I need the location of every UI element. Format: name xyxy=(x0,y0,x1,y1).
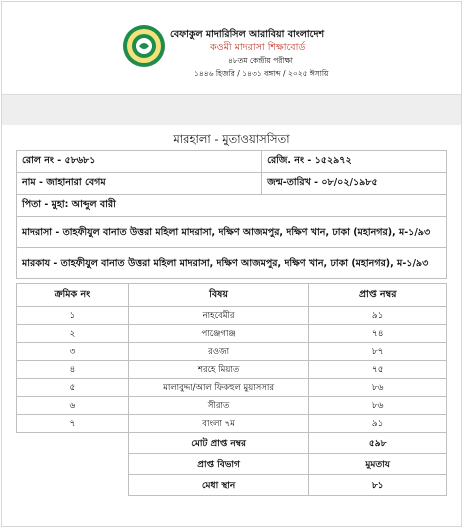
madrasa-name: মাদরাসা - তাহফীযুল বানাত উত্তরা মহিলা মাদরাসা, দক্ষিণ আজমপুর, দক্ষিণ খান, ঢাকা (মহানগর), ম-১/৯৩ xyxy=(17,217,447,248)
subject-cell: সীরাত xyxy=(128,397,309,415)
division-row xyxy=(17,454,447,475)
marks-cell: ৯১ xyxy=(309,307,447,325)
marks-cell: ৭৫ xyxy=(309,361,447,379)
board-header xyxy=(2,2,461,94)
student-info-table xyxy=(16,150,447,279)
father-name: পিতা - মুহা: আব্দুল বারী xyxy=(17,195,447,217)
marks-cell: ৭৪ xyxy=(309,325,447,343)
merit-position-label: মেধা স্থান xyxy=(128,475,309,496)
merit-position-row xyxy=(17,475,447,496)
header-serial: ক্রমিক নং xyxy=(17,284,129,307)
header-subject: বিষয় xyxy=(128,284,309,307)
table-row xyxy=(17,397,447,415)
serial-cell: ৫ xyxy=(17,379,129,397)
table-row xyxy=(17,343,447,361)
division-label: প্রাপ্ত বিভাগ xyxy=(128,454,309,475)
roll-number: রোল নং - ৫৮৬৮১ xyxy=(17,151,262,173)
board-subtitle: কওমী মাদরাসা শিক্ষাবোর্ড xyxy=(210,42,306,53)
serial-cell: ৬ xyxy=(17,397,129,415)
student-name: নাম - জাহানারা বেগম xyxy=(17,173,262,195)
header-divider xyxy=(2,94,461,125)
total-marks-label: মোট প্রাপ্ত নম্বর xyxy=(128,433,309,454)
exam-year: ১৪৪৬ হিজরি / ১৪৩১ বঙ্গাব্দ / ২০২৫ ঈসায়ি xyxy=(194,69,329,78)
serial-cell: ২ xyxy=(17,325,129,343)
exam-name: ৪৮তম কেন্দ্রীয় পরীক্ষা xyxy=(228,56,293,65)
subjects-table xyxy=(16,283,447,496)
subject-cell: মালাবুদ্দা/আল ফিকহুল মুয়াসসার xyxy=(128,379,309,397)
serial-cell: ৭ xyxy=(17,415,129,433)
total-marks-row xyxy=(17,433,447,454)
section-title: মারহালা - মুতাওয়াসসিতা xyxy=(173,132,290,146)
marks-cell: ৯১ xyxy=(309,415,447,433)
total-marks-value: ৫৯৮ xyxy=(309,433,447,454)
subject-cell: শরহে মিয়াত xyxy=(128,361,309,379)
header-marks: প্রাপ্ত নম্বর xyxy=(309,284,447,307)
merit-position-value: ৮১ xyxy=(309,475,447,496)
board-name: বেফাকুল মাদারিসিল আরাবিয়া বাংলাদেশ xyxy=(170,29,325,40)
table-row xyxy=(17,325,447,343)
serial-cell: ৩ xyxy=(17,343,129,361)
table-row xyxy=(17,415,447,433)
marks-cell: ৮৬ xyxy=(309,397,447,415)
markaz-name: মারকায - তাহফীযুল বানাত উত্তরা মহিলা মাদরাসা, দক্ষিণ আজমপুর, দক্ষিণ খান, ঢাকা (মহানগর), ম-১/৯৩ xyxy=(17,248,447,279)
serial-cell: ৪ xyxy=(17,361,129,379)
marks-cell: ৮৭ xyxy=(309,343,447,361)
subject-cell: রওজা xyxy=(128,343,309,361)
registration-number: রেজি. নং - ১৫২৯৭২ xyxy=(262,151,447,173)
table-row xyxy=(17,379,447,397)
subject-cell: বাংলা ৭ম xyxy=(128,415,309,433)
division-value: মুমতায xyxy=(309,454,447,475)
table-row xyxy=(17,361,447,379)
subject-cell: পাঞ্জেগাঞ্জ xyxy=(128,325,309,343)
table-row xyxy=(17,307,447,325)
result-page xyxy=(1,1,462,527)
date-of-birth: জন্ম-তারিখ - ০৮/০২/১৯৮৫ xyxy=(262,173,447,195)
serial-cell: ১ xyxy=(17,307,129,325)
board-logo xyxy=(122,24,166,68)
marks-cell: ৮৬ xyxy=(309,379,447,397)
subject-cell: নাহবেমীর xyxy=(128,307,309,325)
